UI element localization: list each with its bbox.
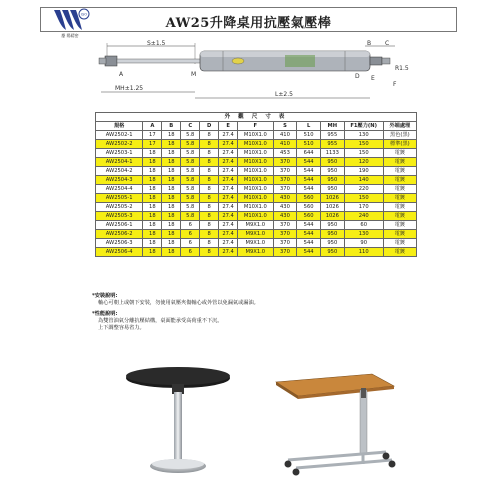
table-cell: 18 bbox=[143, 194, 162, 203]
column-header: E bbox=[219, 122, 238, 131]
table-cell: 5.8 bbox=[181, 140, 200, 149]
table-cell: 27.4 bbox=[219, 239, 238, 248]
table-cell: 18 bbox=[162, 248, 181, 257]
table-cell: 370 bbox=[273, 158, 297, 167]
svg-text:ISO: ISO bbox=[80, 12, 88, 17]
round-bar-table-photo bbox=[118, 362, 238, 480]
table-cell: 220 bbox=[344, 185, 383, 194]
logo-caption: 慶 陽精密 bbox=[61, 33, 79, 38]
table-cell: M9X1.0 bbox=[238, 230, 274, 239]
table-cell: 6 bbox=[181, 221, 200, 230]
table-cell: 8 bbox=[200, 194, 219, 203]
table-cell: 8 bbox=[200, 176, 219, 185]
table-cell: 黑色(黑) bbox=[383, 131, 416, 140]
feature-line-2: 上下調整容易省力。 bbox=[98, 325, 145, 331]
table-cell: 544 bbox=[297, 230, 321, 239]
table-cell: 560 bbox=[297, 194, 321, 203]
overbed-table-photo bbox=[268, 368, 398, 478]
table-cell: 18 bbox=[143, 158, 162, 167]
table-cell: 17 bbox=[143, 131, 162, 140]
table-row bbox=[96, 221, 417, 230]
dim-l-label: L±2.5 bbox=[275, 91, 293, 98]
table-cell: AW2505-2 bbox=[96, 203, 143, 212]
column-header: MH bbox=[320, 122, 344, 131]
table-cell: 電鍍 bbox=[383, 167, 416, 176]
table-cell: 6 bbox=[181, 230, 200, 239]
table-row bbox=[96, 194, 417, 203]
table-row bbox=[96, 185, 417, 194]
table-cell: 8 bbox=[200, 158, 219, 167]
table-cell: 18 bbox=[143, 203, 162, 212]
table-cell: 150 bbox=[344, 140, 383, 149]
table-cell: 150 bbox=[344, 149, 383, 158]
table-cell: M10X1.0 bbox=[238, 167, 274, 176]
dim-m-label: M bbox=[191, 71, 197, 78]
table-cell: 544 bbox=[297, 176, 321, 185]
table-cell: 18 bbox=[162, 131, 181, 140]
table-cell: 27.4 bbox=[219, 221, 238, 230]
table-cell: AW2506-1 bbox=[96, 221, 143, 230]
table-cell: 5.8 bbox=[181, 167, 200, 176]
dim-r-label: R1.5 bbox=[395, 65, 409, 72]
column-header: F1壓力(N) bbox=[344, 122, 383, 131]
column-header: A bbox=[143, 122, 162, 131]
dim-d-label: D bbox=[355, 73, 360, 80]
table-cell: M10X1.0 bbox=[238, 131, 274, 140]
table-cell: 560 bbox=[297, 203, 321, 212]
dim-e-label: E bbox=[371, 75, 375, 82]
table-cell: 電鍍 bbox=[383, 230, 416, 239]
table-cell: 18 bbox=[162, 149, 181, 158]
table-title: 外 觀 尺 寸 表 bbox=[96, 113, 417, 122]
table-cell: 5.8 bbox=[181, 149, 200, 158]
table-cell: 18 bbox=[162, 230, 181, 239]
column-header: B bbox=[162, 122, 181, 131]
table-row bbox=[96, 212, 417, 221]
table-cell: 18 bbox=[162, 176, 181, 185]
table-row bbox=[96, 131, 417, 140]
table-cell: 18 bbox=[143, 239, 162, 248]
table-cell: 544 bbox=[297, 185, 321, 194]
table-cell: 18 bbox=[162, 212, 181, 221]
table-row bbox=[96, 203, 417, 212]
table-cell: 410 bbox=[273, 131, 297, 140]
table-cell: 410 bbox=[273, 140, 297, 149]
column-header: F bbox=[238, 122, 274, 131]
table-cell: 8 bbox=[200, 212, 219, 221]
table-cell: 544 bbox=[297, 248, 321, 257]
table-cell: 453 bbox=[273, 149, 297, 158]
table-body bbox=[96, 131, 417, 257]
dim-s-label: S±1.5 bbox=[147, 40, 166, 47]
table-cell: AW2503-1 bbox=[96, 149, 143, 158]
table-cell: 950 bbox=[320, 221, 344, 230]
table-cell: 544 bbox=[297, 221, 321, 230]
table-cell: 1026 bbox=[320, 194, 344, 203]
table-cell: 8 bbox=[200, 131, 219, 140]
table-cell: 950 bbox=[320, 158, 344, 167]
table-row bbox=[96, 176, 417, 185]
table-cell: 27.4 bbox=[219, 131, 238, 140]
table-cell: 8 bbox=[200, 248, 219, 257]
table-cell: 6 bbox=[181, 239, 200, 248]
table-cell: M10X1.0 bbox=[238, 194, 274, 203]
table-cell: 1133 bbox=[320, 149, 344, 158]
table-cell: AW2506-4 bbox=[96, 248, 143, 257]
table-cell: 18 bbox=[143, 248, 162, 257]
table-cell: 18 bbox=[162, 203, 181, 212]
table-cell: 130 bbox=[344, 230, 383, 239]
table-cell: M10X1.0 bbox=[238, 185, 274, 194]
table-cell: 27.4 bbox=[219, 212, 238, 221]
table-cell: 5.8 bbox=[181, 212, 200, 221]
table-cell: 90 bbox=[344, 239, 383, 248]
table-cell: 8 bbox=[200, 185, 219, 194]
table-cell: 950 bbox=[320, 176, 344, 185]
table-cell: 18 bbox=[143, 176, 162, 185]
table-cell: 644 bbox=[297, 149, 321, 158]
table-cell: 950 bbox=[320, 239, 344, 248]
install-heading: *安裝說明: bbox=[92, 293, 118, 299]
table-cell: M10X1.0 bbox=[238, 203, 274, 212]
table-cell: 27.4 bbox=[219, 158, 238, 167]
table-cell: 150 bbox=[344, 194, 383, 203]
table-cell: 18 bbox=[143, 212, 162, 221]
table-cell: 電鍍 bbox=[383, 203, 416, 212]
table-cell: 240 bbox=[344, 212, 383, 221]
table-cell: 電鍍 bbox=[383, 185, 416, 194]
table-cell: 370 bbox=[273, 248, 297, 257]
table-cell: M10X1.0 bbox=[238, 158, 274, 167]
table-cell: AW2506-2 bbox=[96, 230, 143, 239]
table-cell: 電鍍 bbox=[383, 176, 416, 185]
table-cell: AW2504-1 bbox=[96, 158, 143, 167]
gas-spring-drawing bbox=[95, 40, 415, 108]
table-cell: 5.8 bbox=[181, 203, 200, 212]
table-row bbox=[96, 230, 417, 239]
table-cell: AW2504-3 bbox=[96, 176, 143, 185]
table-cell: M10X1.0 bbox=[238, 212, 274, 221]
table-cell: 18 bbox=[162, 167, 181, 176]
table-cell: 950 bbox=[320, 167, 344, 176]
table-cell: 5.8 bbox=[181, 194, 200, 203]
table-cell: 130 bbox=[344, 131, 383, 140]
title-box bbox=[40, 7, 457, 32]
table-cell: 8 bbox=[200, 239, 219, 248]
table-cell: 8 bbox=[200, 230, 219, 239]
table-cell: 190 bbox=[344, 167, 383, 176]
column-header: 外端處理 bbox=[383, 122, 416, 131]
table-cell: 電鍍 bbox=[383, 212, 416, 221]
table-cell: 27.4 bbox=[219, 176, 238, 185]
table-cell: 544 bbox=[297, 239, 321, 248]
table-header-row bbox=[96, 122, 417, 131]
table-row bbox=[96, 140, 417, 149]
table-cell: 8 bbox=[200, 221, 219, 230]
table-cell: 27.4 bbox=[219, 167, 238, 176]
table-cell: 8 bbox=[200, 167, 219, 176]
table-cell: 5.8 bbox=[181, 176, 200, 185]
table-cell: 950 bbox=[320, 248, 344, 257]
table-cell: 544 bbox=[297, 167, 321, 176]
table-cell: M9X1.0 bbox=[238, 239, 274, 248]
table-cell: 18 bbox=[143, 221, 162, 230]
dim-c-label: C bbox=[385, 40, 390, 47]
table-cell: 430 bbox=[273, 194, 297, 203]
table-cell: AW2504-2 bbox=[96, 167, 143, 176]
dimension-table-wrap bbox=[95, 112, 417, 257]
dim-f-label: F bbox=[393, 81, 397, 88]
column-header: 規格 bbox=[96, 122, 143, 131]
table-cell: 27.4 bbox=[219, 248, 238, 257]
table-cell: 950 bbox=[320, 230, 344, 239]
table-cell: 標準(黑) bbox=[383, 140, 416, 149]
table-cell: 370 bbox=[273, 167, 297, 176]
table-cell: M9X1.0 bbox=[238, 221, 274, 230]
table-cell: M9X1.0 bbox=[238, 248, 274, 257]
notes-section bbox=[92, 293, 422, 332]
table-row bbox=[96, 149, 417, 158]
table-cell: 370 bbox=[273, 221, 297, 230]
table-cell: 510 bbox=[297, 140, 321, 149]
table-row bbox=[96, 239, 417, 248]
table-cell: 8 bbox=[200, 203, 219, 212]
table-cell: 電鍍 bbox=[383, 221, 416, 230]
table-cell: AW2502-2 bbox=[96, 140, 143, 149]
table-cell: 370 bbox=[273, 185, 297, 194]
table-cell: AW2504-4 bbox=[96, 185, 143, 194]
table-cell: 18 bbox=[143, 167, 162, 176]
table-cell: 18 bbox=[162, 194, 181, 203]
table-cell: 電鍍 bbox=[383, 158, 416, 167]
table-cell: 8 bbox=[200, 140, 219, 149]
table-cell: AW2505-1 bbox=[96, 194, 143, 203]
column-header: C bbox=[181, 122, 200, 131]
table-cell: 544 bbox=[297, 158, 321, 167]
table-cell: 8 bbox=[200, 149, 219, 158]
table-cell: 1026 bbox=[320, 212, 344, 221]
table-cell: 430 bbox=[273, 203, 297, 212]
table-cell: 27.4 bbox=[219, 203, 238, 212]
table-cell: 18 bbox=[162, 239, 181, 248]
table-cell: 5.8 bbox=[181, 131, 200, 140]
table-cell: 950 bbox=[320, 185, 344, 194]
table-cell: 370 bbox=[273, 176, 297, 185]
table-cell: 27.4 bbox=[219, 149, 238, 158]
table-cell: 18 bbox=[143, 230, 162, 239]
table-cell: 120 bbox=[344, 158, 383, 167]
table-cell: 18 bbox=[162, 140, 181, 149]
dim-b-label: B bbox=[367, 40, 372, 47]
column-header: S bbox=[273, 122, 297, 131]
table-cell: M10X1.0 bbox=[238, 176, 274, 185]
table-cell: 430 bbox=[273, 212, 297, 221]
table-cell: 18 bbox=[162, 185, 181, 194]
feature-line-1: 為雙管油氣分離抗壓結構，桌面能承受高荷重不下沉。 bbox=[98, 318, 223, 324]
table-cell: 560 bbox=[297, 212, 321, 221]
table-cell: 27.4 bbox=[219, 230, 238, 239]
table-cell: 電鍍 bbox=[383, 239, 416, 248]
dim-mh-label: MH±1.25 bbox=[115, 85, 144, 92]
table-cell: 17 bbox=[143, 140, 162, 149]
table-cell: 18 bbox=[162, 158, 181, 167]
table-cell: 6 bbox=[181, 248, 200, 257]
table-cell: 955 bbox=[320, 131, 344, 140]
table-cell: 1026 bbox=[320, 203, 344, 212]
page-title: AW25升降桌用抗壓氣壓棒 bbox=[165, 16, 332, 31]
table-cell: 955 bbox=[320, 140, 344, 149]
dimension-table bbox=[95, 112, 417, 257]
table-cell: AW2506-3 bbox=[96, 239, 143, 248]
table-cell: M10X1.0 bbox=[238, 140, 274, 149]
table-cell: AW2505-3 bbox=[96, 212, 143, 221]
table-cell: 電鍍 bbox=[383, 194, 416, 203]
table-cell: 140 bbox=[344, 176, 383, 185]
table-cell: 170 bbox=[344, 203, 383, 212]
table-cell: 5.8 bbox=[181, 158, 200, 167]
table-cell: AW2502-1 bbox=[96, 131, 143, 140]
table-row bbox=[96, 158, 417, 167]
table-cell: 370 bbox=[273, 230, 297, 239]
table-cell: 18 bbox=[162, 221, 181, 230]
table-cell: 60 bbox=[344, 221, 383, 230]
table-cell: 27.4 bbox=[219, 194, 238, 203]
table-cell: 電鍍 bbox=[383, 149, 416, 158]
table-cell: 電鍍 bbox=[383, 248, 416, 257]
table-cell: 110 bbox=[344, 248, 383, 257]
column-header: D bbox=[200, 122, 219, 131]
table-cell: 370 bbox=[273, 239, 297, 248]
table-cell: 27.4 bbox=[219, 140, 238, 149]
table-cell: 18 bbox=[143, 185, 162, 194]
table-row bbox=[96, 248, 417, 257]
table-cell: M10X1.0 bbox=[238, 149, 274, 158]
table-row bbox=[96, 167, 417, 176]
table-cell: 5.8 bbox=[181, 185, 200, 194]
table-cell: 510 bbox=[297, 131, 321, 140]
column-header: L bbox=[297, 122, 321, 131]
table-cell: 27.4 bbox=[219, 185, 238, 194]
table-cell: 18 bbox=[143, 149, 162, 158]
dim-a-label: A bbox=[119, 71, 124, 78]
feature-heading: *性能說明: bbox=[92, 311, 118, 317]
install-body: 軸心可朝上或朝下安裝，勿使用氣壓夾傷軸心或外管以免漏氣或漏油。 bbox=[98, 300, 259, 306]
